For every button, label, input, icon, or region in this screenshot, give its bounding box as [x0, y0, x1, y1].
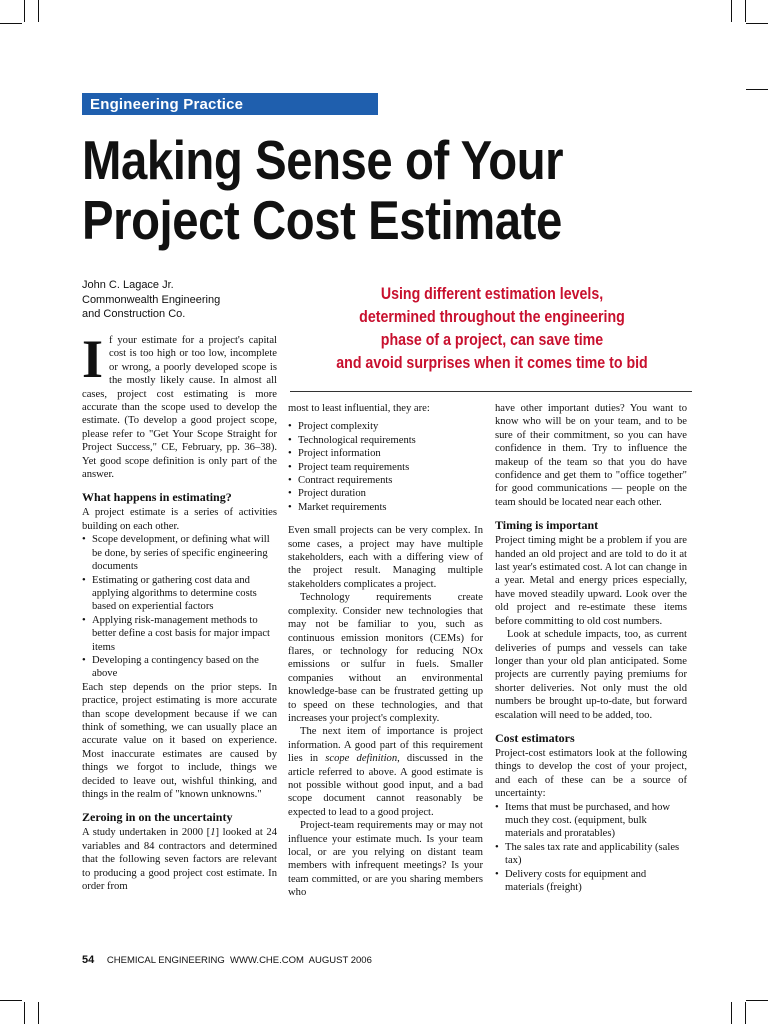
list-item: • Delivery costs for equipment and materials (freight)	[495, 868, 687, 895]
paragraph: Technology requirements create complexity. Consider new technologies that may not be familiar to you, such as continuous emission monitors (CEMs) for flares, or technology for reducing NOx emissions or sulfur in fuels. Smaller companies without an environmental knowledge-base can be frustrated getting up to speed on these technologies, and that increases your project's complexity.	[288, 592, 483, 724]
footer-text: CHEMICAL ENGINEERING WWW.CHE.COM AUGUST 2006	[106, 955, 372, 966]
list-item: • Contract requirements	[288, 474, 483, 487]
deck-rule	[290, 391, 692, 392]
paragraph-text: , discussed in the article referred to above. A good estimate is not possible without good input, and a bad scope document cannot reasonably be expected to lead to a good project.	[288, 753, 483, 818]
author-org: and Construction Co.	[82, 308, 186, 320]
page-number: 54	[82, 954, 95, 966]
subhead: What happens in estimating?	[82, 490, 232, 505]
crop-mark	[24, 0, 25, 22]
paragraph-text: A study undertaken in 2000 [	[82, 827, 211, 839]
paragraph: Project-team requirements may or may not influence your estimate much. Is your team local, or are you relying on distant team members with infrequent meetings? Is your team committed, or are you sharing members who	[288, 820, 483, 899]
author-block	[82, 278, 282, 322]
crop-mark	[746, 1000, 768, 1001]
list-item: • Technological requirements	[288, 434, 483, 447]
crop-mark	[0, 23, 22, 24]
deck-line: phase of a project, can save time	[380, 331, 604, 349]
list-item: • Estimating or gathering cost data and applying algorithms to determine costs based on experiential factors	[82, 574, 277, 614]
list-item: • The sales tax rate and applicability (sales tax)	[495, 841, 687, 868]
list-item: • Project team requirements	[288, 461, 483, 474]
crop-mark	[746, 23, 768, 24]
column-2	[288, 402, 483, 900]
subhead: Timing is important	[495, 518, 599, 533]
crop-mark	[745, 0, 746, 22]
list-item: • Developing a contingency based on the above	[82, 654, 277, 681]
paragraph: Even small projects can be very complex. In some cases, a project may have multiple stakeholders, each with a differing view of the project result. Managing multiple stakeholders complicates a project.	[288, 525, 483, 590]
paragraph: have other important duties? You want to know who will be on your team, and to be sure of their commitment, so you can have confidence in them. Try to influence the makeup of the team so that you do have confidence and get them to "office together" for good communications — people on the team should be located near each other.	[495, 403, 687, 508]
paragraph: A project estimate is a series of activities building on each other.	[82, 507, 277, 532]
deck-line: determined throughout the engineering	[359, 308, 625, 326]
column-1	[82, 329, 277, 893]
drop-cap: I	[82, 329, 104, 389]
title-line-1: Making Sense of Your	[82, 129, 564, 191]
list-item: • Project complexity	[288, 420, 483, 433]
page-footer	[82, 954, 682, 966]
crop-mark	[38, 1002, 39, 1024]
crop-mark	[24, 1002, 25, 1024]
paragraph: Each step depends on the prior steps. In practice, project estimating is more accurate than scope development because if we can think of something, we can usually place an accurate value on it based on experience. Most inaccurate estimates are caused by things we forgot to include, things we decided to leave out, wishful thinking, and things in the realm of "known unknowns."	[82, 681, 277, 800]
intro-paragraph	[82, 329, 277, 481]
crop-mark	[731, 0, 732, 22]
list-item: • Applying risk-management methods to better define a cost basis for major impact items	[82, 614, 277, 654]
article-title	[82, 130, 615, 250]
bullet-list	[288, 420, 483, 514]
crop-mark	[0, 1000, 22, 1001]
crop-mark	[745, 1002, 746, 1024]
paragraph: Project timing might be a problem if you are handed an old project and are told to do it at last year's estimated cost. A lot can change in a year. Metal and energy prices especially, have moved steadily upward. Look over the old project and re-estimate these items before committing to old cost numbers.	[495, 535, 687, 627]
list-item: • Project information	[288, 447, 483, 460]
bullet-list	[495, 801, 687, 895]
section-header-bar	[82, 93, 378, 115]
paragraph	[82, 826, 277, 893]
article-deck	[290, 283, 694, 375]
bullet-list	[82, 533, 277, 680]
paragraph: Look at schedule impacts, too, as current deliveries of pumps and vessels can take longer than your old plan anticipated. Some projects are currently paying premiums for shorter deliveries. Not only must the old numbers be brought up-to-date, but forward escalation will need to be added, too.	[495, 629, 687, 721]
author-org: Commonwealth Engineering	[82, 293, 221, 306]
list-item: • Items that must be purchased, and how much they cost. (equipment, bulk materials and proratables)	[495, 801, 687, 841]
column-3	[495, 402, 687, 894]
deck-line: and avoid surprises when it comes time to bid	[336, 354, 648, 372]
emphasis: scope definition	[325, 753, 398, 765]
subhead: Cost estimators	[495, 730, 575, 745]
paragraph	[288, 725, 483, 819]
crop-mark	[731, 1002, 732, 1024]
paragraph: most to least influential, they are:	[288, 403, 430, 414]
list-item: • Project duration	[288, 487, 483, 500]
paragraph-text: ] looked at 24 variables and 84 contractors and determined that the following seven factors are relevant to producing a good project cost estimate. In order from	[82, 827, 277, 893]
crop-mark	[746, 89, 768, 90]
subhead: Zeroing in on the uncertainty	[82, 810, 233, 825]
list-item: • Scope development, or defining what will be done, by series of specific engineering documents	[82, 533, 277, 573]
paragraph-text: The next item of importance is project information. A good part of this requirement lies in	[288, 726, 483, 765]
author-name: John C. Lagace Jr.	[82, 279, 174, 291]
title-line-2: Project Cost Estimate	[82, 189, 562, 251]
section-label: Engineering Practice	[90, 95, 244, 113]
list-item: • Market requirements	[288, 501, 483, 514]
reference-number: 1	[210, 827, 216, 839]
deck-line: Using different estimation levels,	[380, 285, 604, 303]
paragraph: Project-cost estimators look at the following things to develop the cost of your project, and each of these can be a source of uncertainty:	[495, 747, 687, 800]
crop-mark	[38, 0, 39, 22]
paragraph-text: f your estimate for a project's capital cost is too high or too low, incomplete or wrong, a poorly developed scope is the mostly likely cause. In almost all cases, project cost estimating is more accurate than the scope used to develop the estimate. (To develop a good project scope, please refer to "Get Your Scope Straight for Project Success," CE, February, pp. 36–38). Yet good scope definition is only part of the answer.	[82, 335, 277, 481]
